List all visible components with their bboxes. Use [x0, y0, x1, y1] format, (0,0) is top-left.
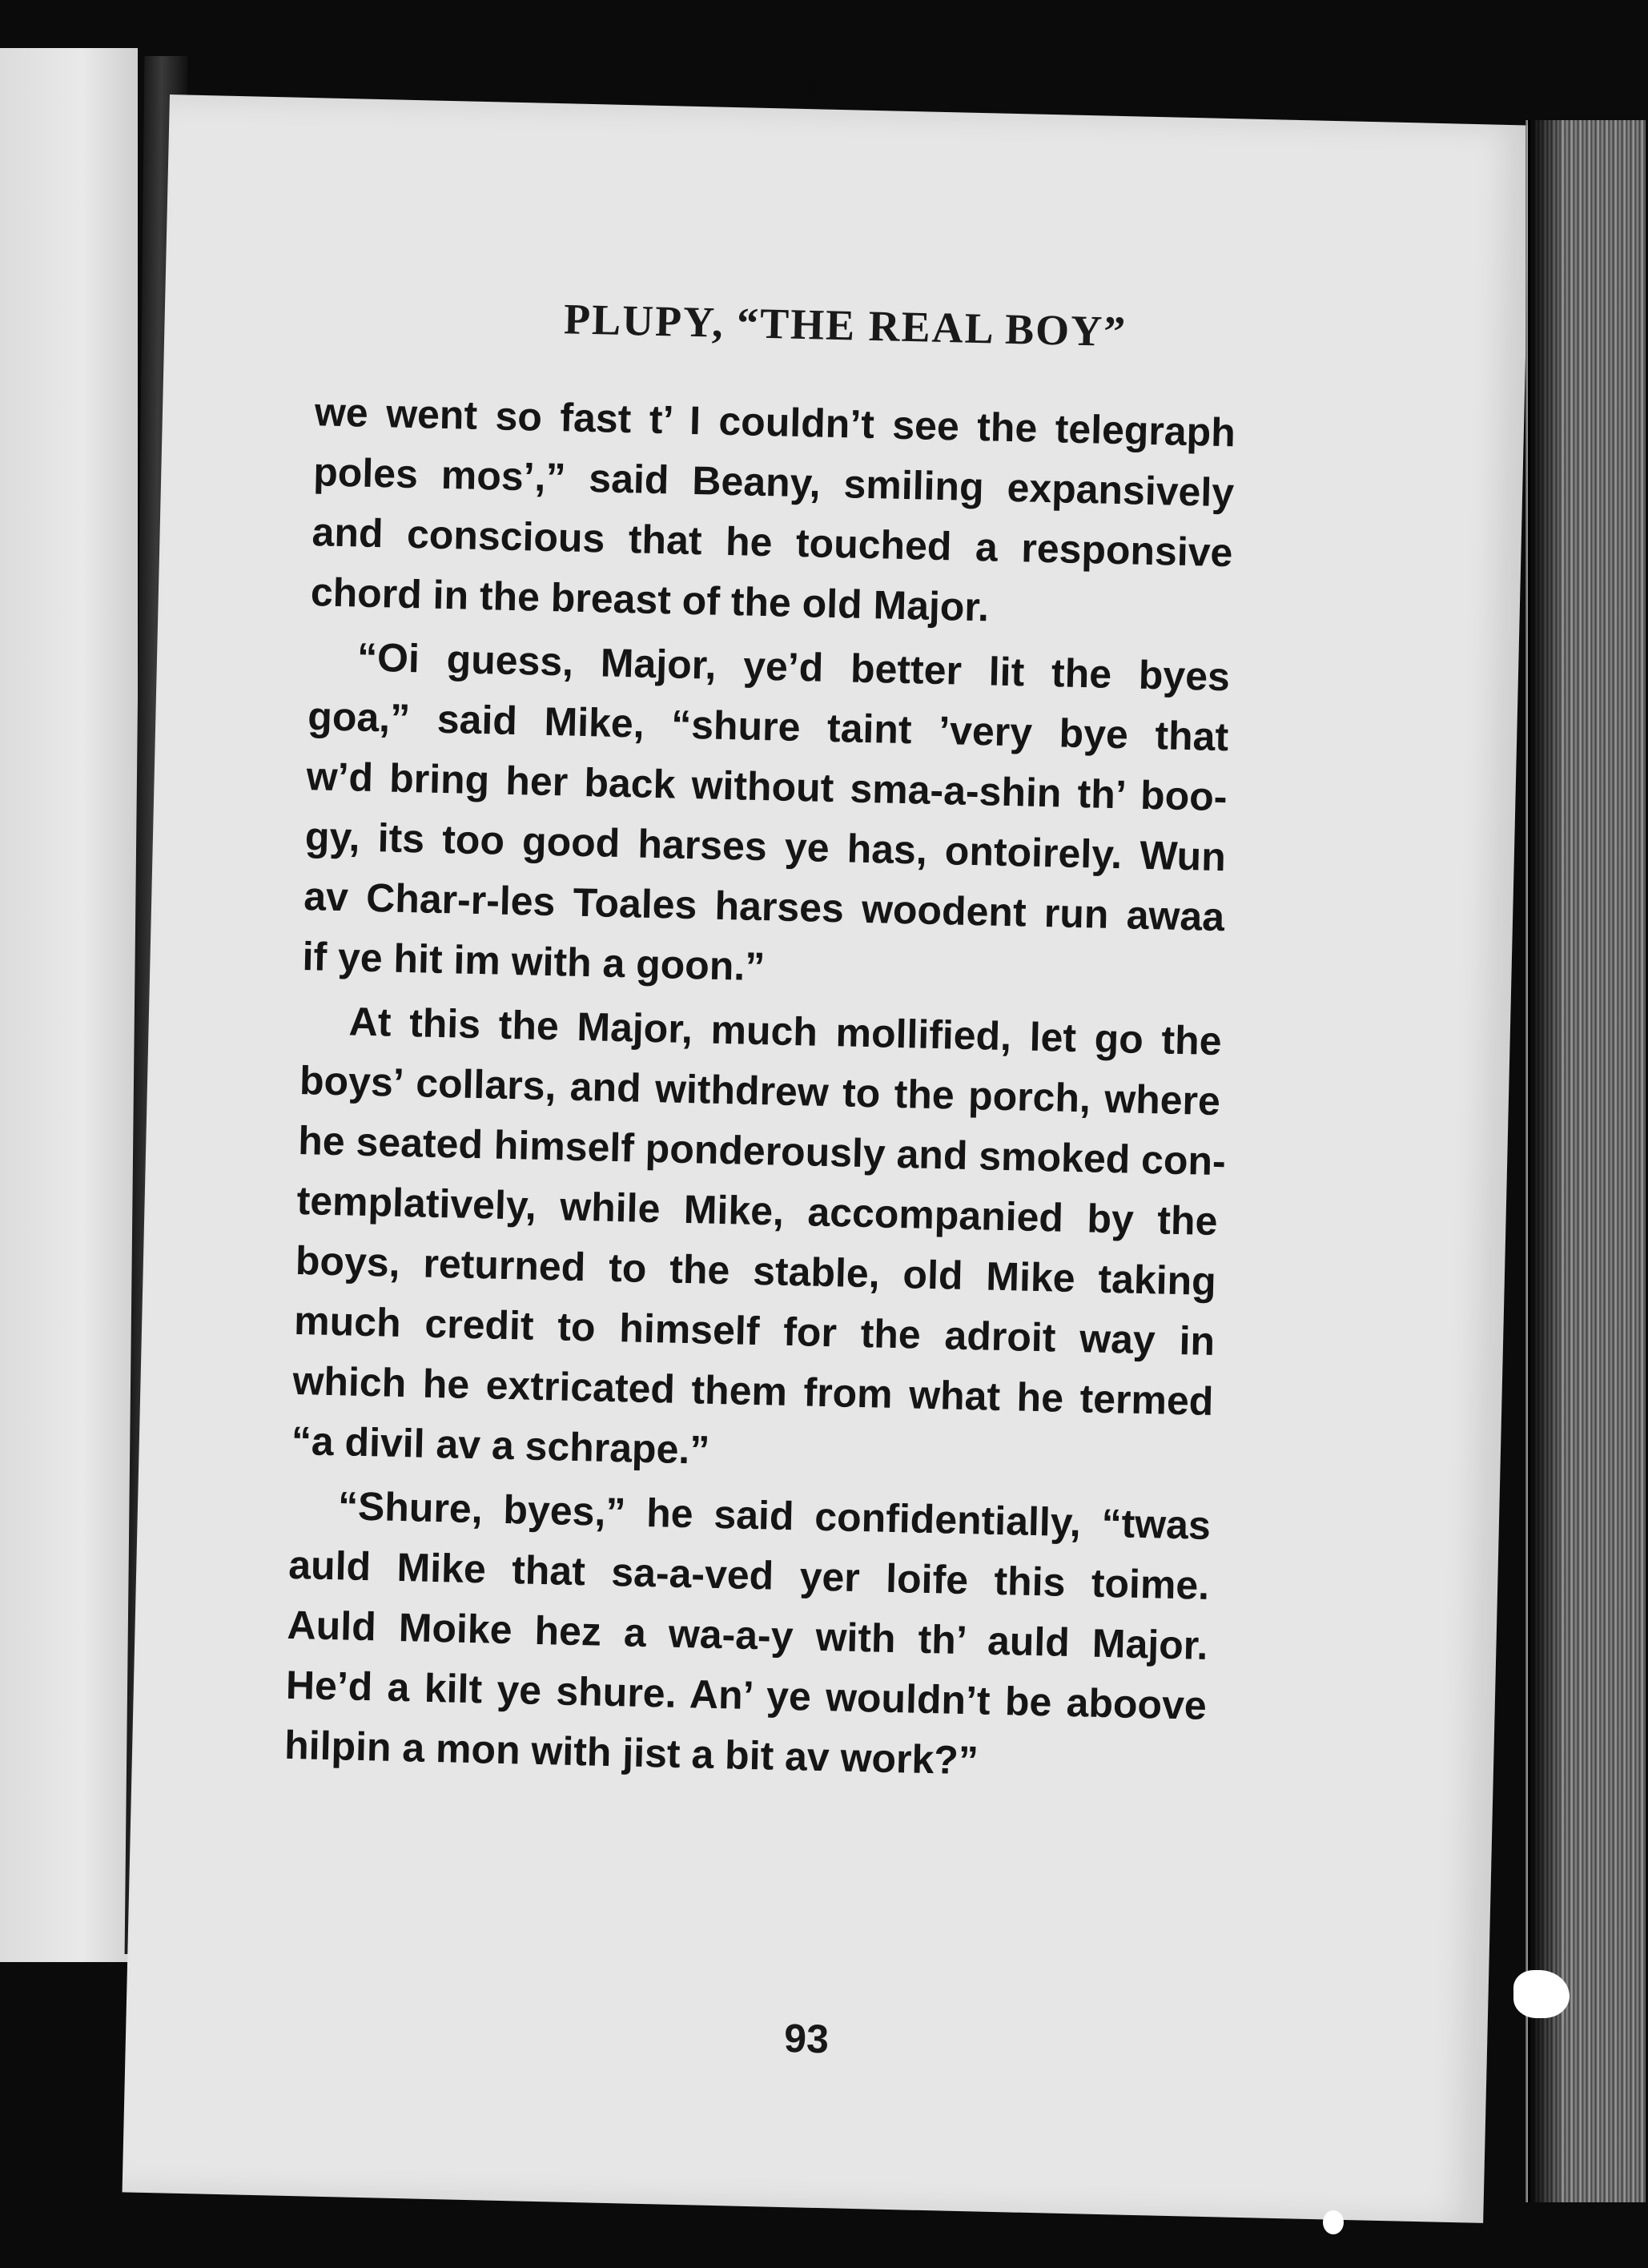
text-line: At this the Major, much mollified, let go the [348, 999, 1223, 1064]
scan-speck [1323, 2210, 1344, 2234]
text-line: which he extricated them from what he termed [291, 1357, 1214, 1424]
text-line: boys’ collars, and withdrew to the porch, where [299, 1058, 1221, 1124]
text-line: hilpin a mon with jist a bit av work?” [283, 1722, 979, 1783]
running-head: PLUPY, “THE REAL BOY” [563, 295, 1127, 356]
text-line: and conscious that he touched a responsive [312, 509, 1233, 576]
text-line: He’d a kilt ye shure. An’ ye wouldn’t be aboove [285, 1662, 1208, 1728]
text-line: auld Mike that sa-a-ved yer loife this toime. [287, 1542, 1210, 1608]
text-line: we went so fast t’ I couldn’t see the telegraph [314, 389, 1236, 456]
page-number: 93 [783, 2016, 830, 2062]
paragraph [310, 382, 1236, 643]
text-line: w’d bring her back without sma-a-shin th’ boo- [306, 754, 1228, 820]
text-line: av Char-r-les Toales harses woodent run awaa [303, 874, 1225, 940]
text-line: templatively, while Mike, accompanied by the [296, 1177, 1219, 1245]
text-line: “a divil av a schrape.” [291, 1418, 710, 1473]
text-line: “Oi guess, Major, ye’d better lit the byes [356, 634, 1231, 700]
page-content [123, 94, 1531, 2223]
text-line: much credit to himself for the adroit way in [293, 1297, 1216, 1365]
text-line: goa,” said Mike, “shure taint ’very bye that [307, 694, 1229, 760]
book-page [123, 94, 1531, 2223]
text-line: if ye hit im with a goon.” [301, 934, 766, 990]
text-line: poles mos’,” said Beany, smiling expansively [312, 449, 1235, 516]
scan-speck [807, 78, 817, 96]
paragraph [291, 991, 1227, 1492]
text-line: he seated himself ponderously and smoked con- [297, 1117, 1227, 1184]
facing-page-edge [0, 48, 138, 1962]
page-edge-shadow [1528, 120, 1560, 2202]
text-line: boys, returned to the stable, old Mike taking [295, 1237, 1217, 1305]
paragraph [283, 1475, 1211, 1796]
text-line: gy, its too good harses ye has, ontoirely. Wun [304, 814, 1227, 880]
text-line: Auld Moike hez a wa-a-y with th’ auld Major. [287, 1602, 1209, 1668]
body-text [283, 382, 1236, 1800]
paragraph [302, 626, 1231, 1007]
text-line: chord in the breast of the old Major. [310, 569, 990, 630]
text-line: “Shure, byes,” he said confidentially, “twas [337, 1483, 1212, 1548]
